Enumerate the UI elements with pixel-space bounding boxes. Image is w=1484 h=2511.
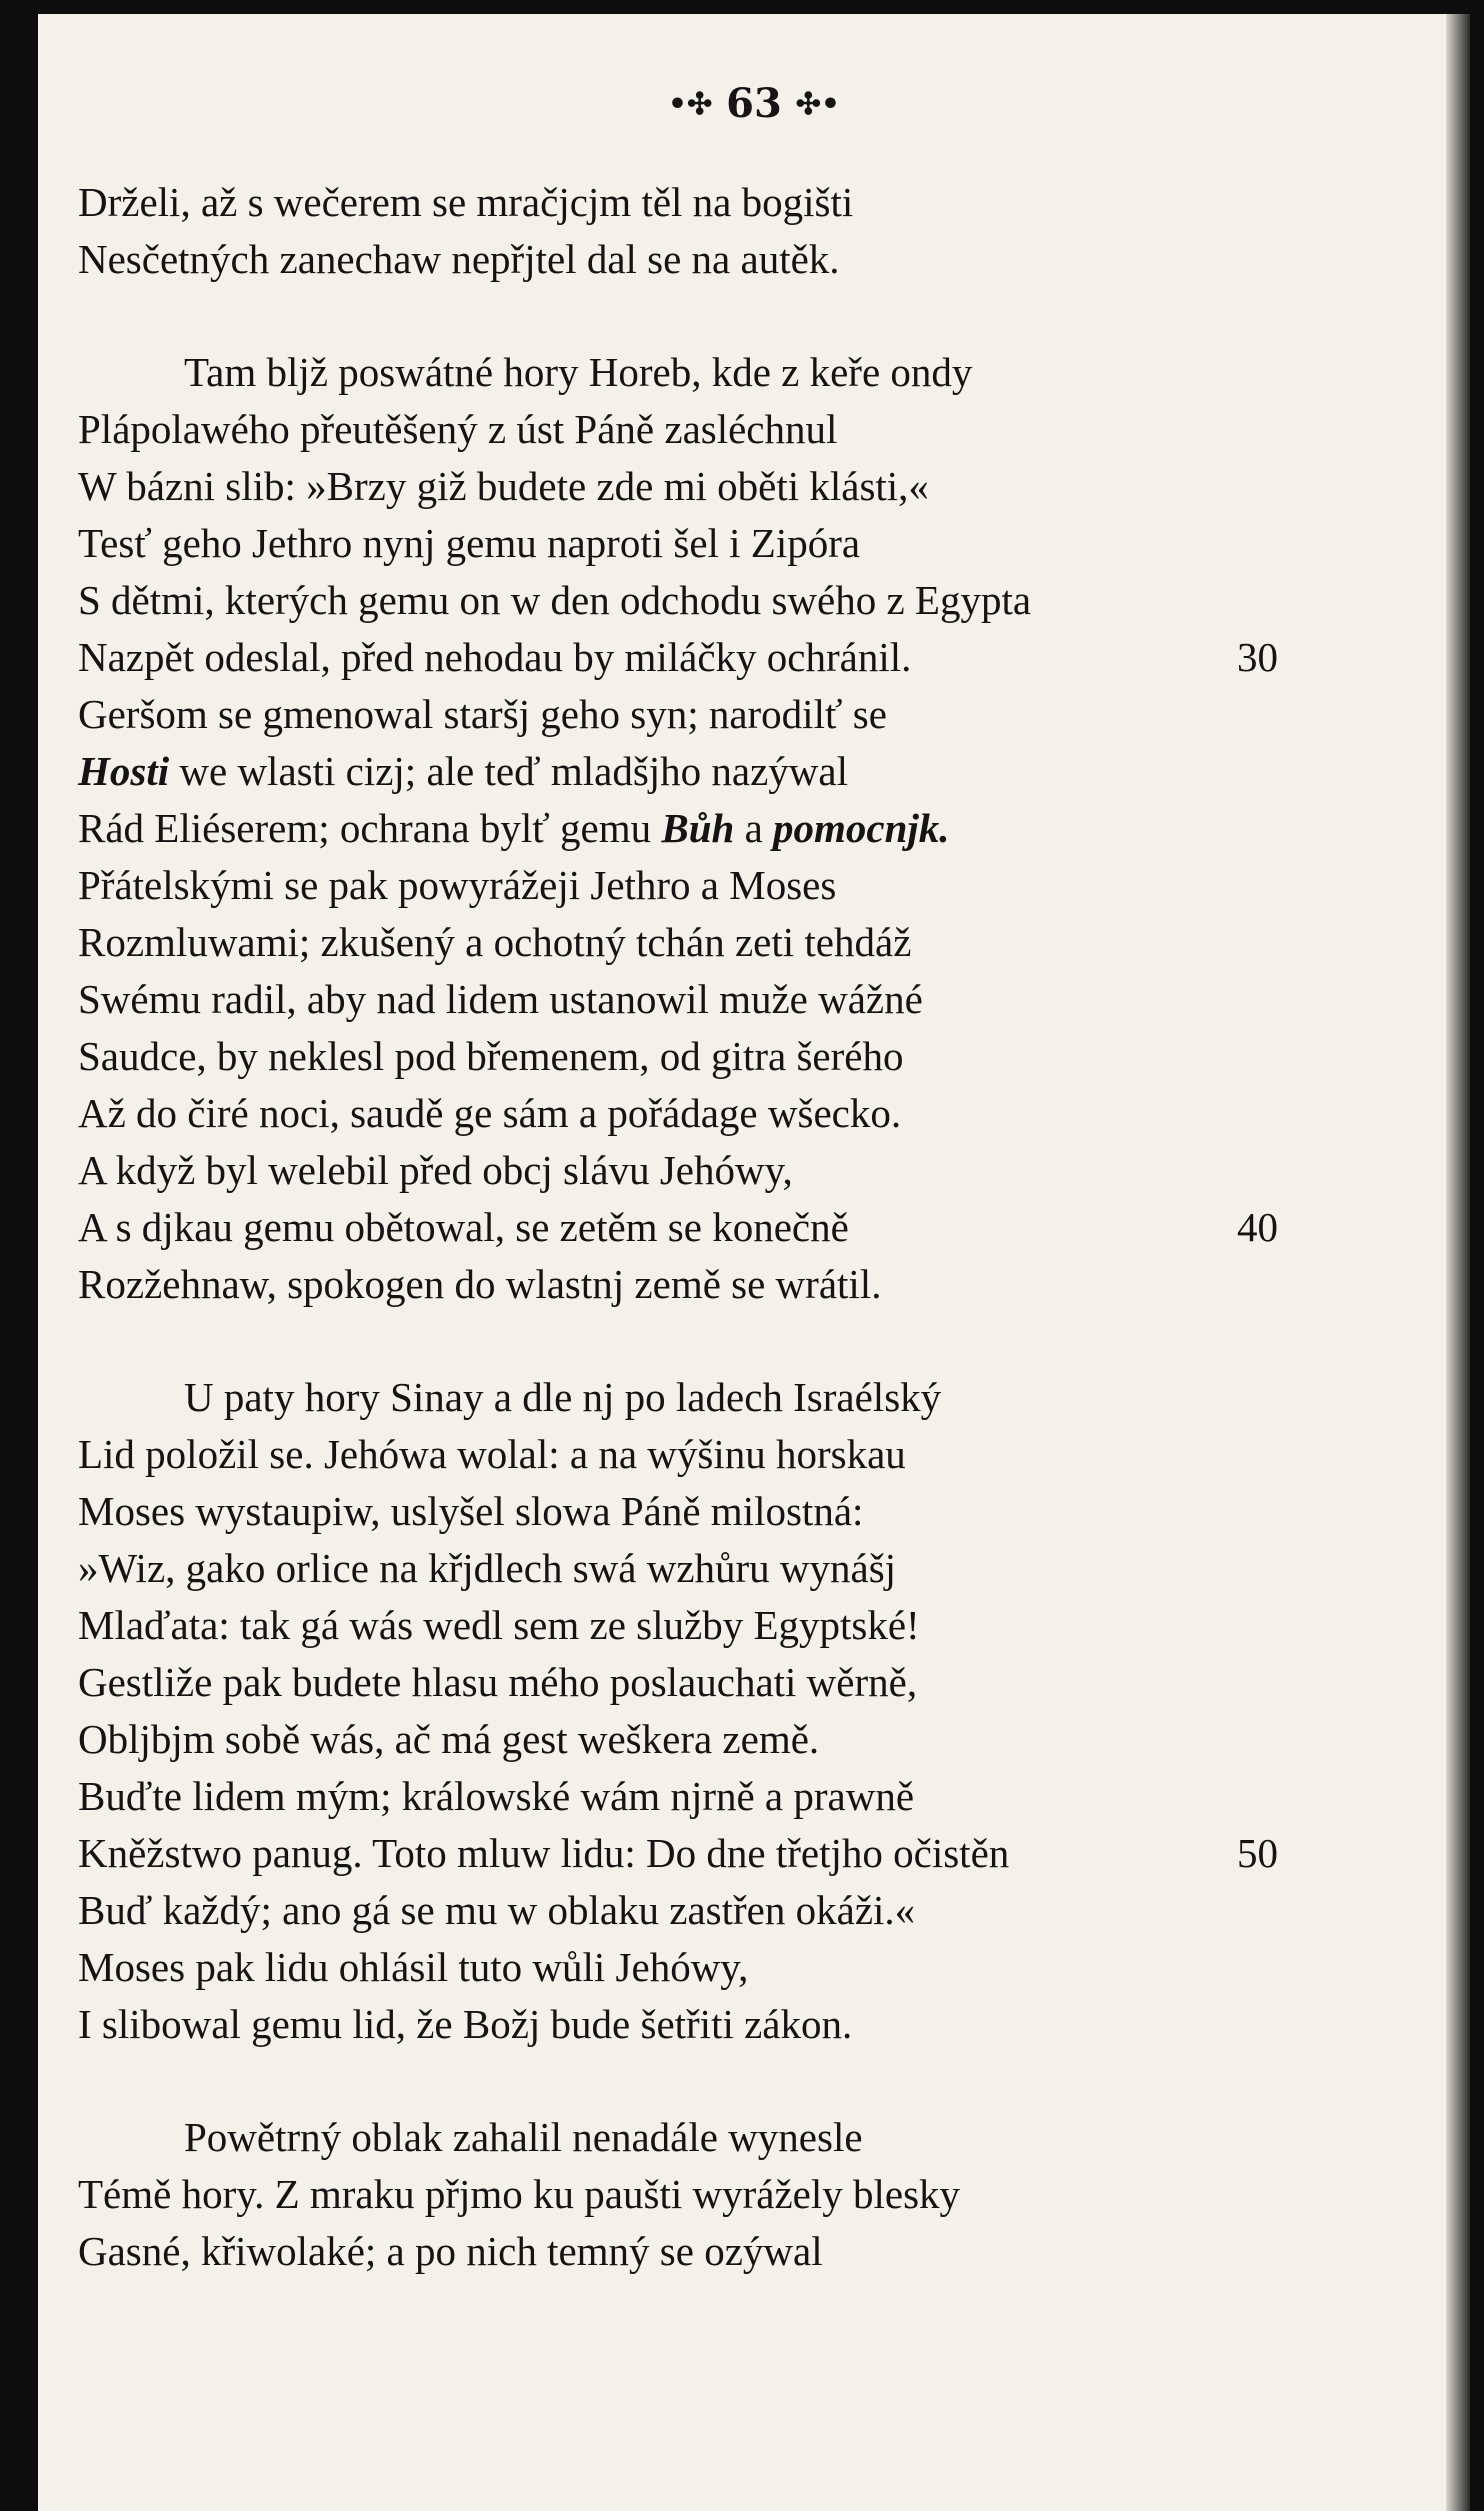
poem-line (78, 1597, 1318, 1654)
poem-line (78, 1369, 1318, 1426)
poem-line (78, 1199, 1318, 1256)
page-number: 63 (726, 80, 782, 127)
poem-line (78, 743, 1318, 800)
poem-line (78, 1654, 1318, 1711)
poem-line (78, 857, 1318, 914)
poem-line (78, 629, 1318, 686)
poem-line (78, 1142, 1318, 1199)
line-text: W bázni slib: »Brzy giž budete zde mi oběti klásti,« (78, 463, 929, 509)
left-ornament-icon: •✣ (667, 87, 713, 122)
poem-line (78, 2223, 1318, 2280)
line-text: Drželi, až s wečerem se mračjcjm těl na bogišti (78, 179, 854, 225)
line-text: Gasné, křiwolaké; a po nich temný se ozýwal (78, 2228, 823, 2274)
line-text: Swému radil, aby nad lidem ustanowil muže wážné (78, 976, 923, 1022)
line-text: Tesť geho Jethro nynj gemu naproti šel i Zipóra (78, 520, 861, 566)
poem-line (78, 401, 1318, 458)
line-text: Mlaďata: tak gá wás wedl sem ze služby Egyptské! (78, 1602, 920, 1648)
line-text: Buďte lidem mým; králowské wám njrně a prawně (78, 1773, 915, 1819)
line-text: »Wiz, gako orlice na křjdlech swá wzhůru wynášj (78, 1545, 897, 1591)
line-text: A když byl welebil před obcj slávu Jehówy, (78, 1147, 793, 1193)
line-text: A s djkau gemu obětowal, se zetěm se konečně (78, 1204, 849, 1250)
line-text: Nazpět odeslal, před nehodau by miláčky ochránil. (78, 634, 912, 680)
emphasized-word: Hosti (78, 748, 170, 794)
line-text: Saudce, by neklesl pod břemenem, od gitra šerého (78, 1033, 904, 1079)
poem-line (78, 515, 1318, 572)
line-text: Gestliže pak budete hlasu mého poslauchati wěrně, (78, 1659, 918, 1705)
line-text: Nesčetných zanechaw nepřjtel dal se na autěk. (78, 236, 840, 282)
line-text: Tam bljž poswátné hory Horeb, kde z keře ondy (184, 349, 973, 395)
poem-line (78, 1939, 1318, 1996)
poem-line (78, 1996, 1318, 2053)
poem-text (78, 174, 1318, 2280)
poem-line (78, 1768, 1318, 1825)
line-text: Plápolawého přeutěšený z úst Páně zasléchnul (78, 406, 838, 452)
poem-line (78, 1426, 1318, 1483)
poem-line (78, 1256, 1318, 1313)
line-text: Lid položil se. Jehówa wolal: a na wýšinu horskau (78, 1431, 906, 1477)
line-text: Moses wystaupiw, uslyšel slowa Páně milostná: (78, 1488, 864, 1534)
poem-line (78, 1825, 1318, 1882)
right-ornament-icon: ✣• (795, 87, 841, 122)
line-text: Obljbjm sobě wás, ač má gest weškera země. (78, 1716, 820, 1762)
poem-line (78, 1882, 1318, 1939)
poem-line (78, 686, 1318, 743)
poem-line (78, 800, 1318, 857)
line-number: 30 (1237, 634, 1278, 680)
line-text-part: Rád Eliéserem; ochrana bylť gemu (78, 805, 662, 851)
poem-line (78, 1483, 1318, 1540)
poem-line (78, 2109, 1318, 2166)
poem-line (78, 344, 1318, 401)
line-text: Kněžstwo panug. Toto mluw lidu: Do dne třetjho očistěn (78, 1830, 1010, 1876)
book-page (38, 14, 1470, 2511)
line-text: Rozmluwami; zkušený a ochotný tchán zeti tehdáž (78, 919, 912, 965)
poem-line (78, 174, 1318, 231)
page-number-header (38, 80, 1470, 127)
line-text: I slibowal gemu lid, že Božj bude šetřiti zákon. (78, 2001, 853, 2047)
line-text: Moses pak lidu ohlásil tuto wůli Jehówy, (78, 1944, 749, 1990)
poem-line (78, 914, 1318, 971)
line-text: Geršom se gmenowal staršj geho syn; narodilť se (78, 691, 887, 737)
line-text-part: a (734, 805, 774, 851)
poem-line (78, 458, 1318, 515)
poem-line (78, 1540, 1318, 1597)
line-number: 50 (1237, 1830, 1278, 1876)
poem-line (78, 572, 1318, 629)
poem-line (78, 1085, 1318, 1142)
line-text: U paty hory Sinay a dle nj po ladech Israélský (184, 1374, 942, 1420)
emphasized-word: pomocnjk. (773, 805, 950, 851)
line-text: Powětrný oblak zahalil nenadále wynesle (184, 2114, 863, 2160)
page-gutter-shadow (1446, 14, 1470, 2511)
poem-line (78, 1028, 1318, 1085)
poem-line (78, 1711, 1318, 1768)
line-number: 40 (1237, 1204, 1278, 1250)
line-text: Až do čiré noci, saudě ge sám a pořádage wšecko. (78, 1090, 902, 1136)
poem-line (78, 231, 1318, 288)
line-text: S dětmi, kterých gemu on w den odchodu swého z Egypta (78, 577, 1032, 623)
poem-line (78, 2166, 1318, 2223)
line-text: Buď každý; ano gá se mu w oblaku zastřen okáži.« (78, 1887, 916, 1933)
line-text-part: we wlasti cizj; ale teď mladšjho nazýwal (169, 748, 849, 794)
line-text: Témě hory. Z mraku přjmo ku paušti wyrážely blesky (78, 2171, 961, 2217)
emphasized-word: Bůh (661, 805, 735, 851)
line-text: Přátelskými se pak powyrážeji Jethro a Moses (78, 862, 837, 908)
poem-line (78, 971, 1318, 1028)
line-text: Rozžehnaw, spokogen do wlastnj země se wrátil. (78, 1261, 882, 1307)
